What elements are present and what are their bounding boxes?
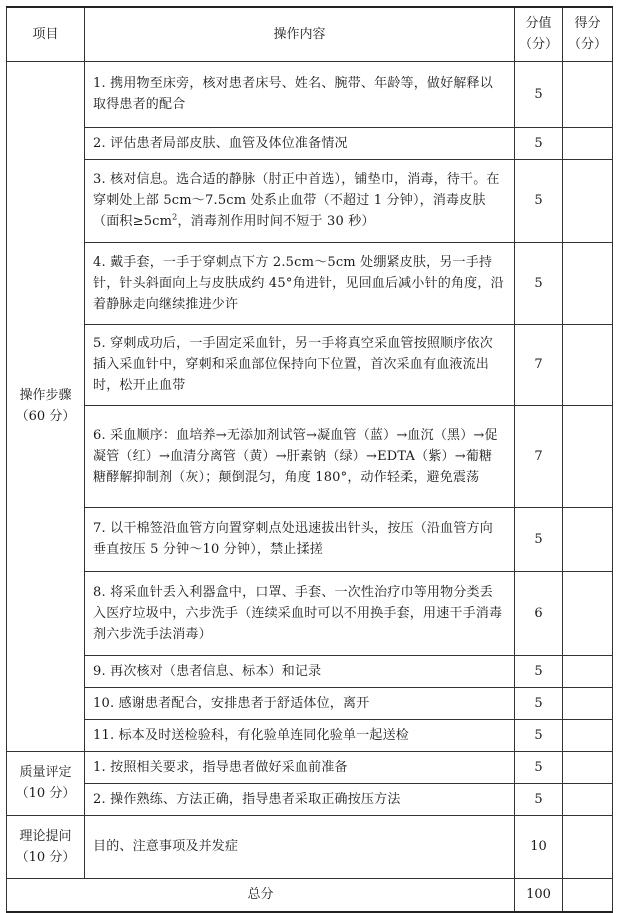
table-row xyxy=(7,719,613,751)
step-score: 5 xyxy=(515,159,563,242)
step-score: 5 xyxy=(515,61,563,127)
step-score: 10 xyxy=(515,815,563,878)
step-score: 6 xyxy=(515,571,563,655)
table-row xyxy=(7,815,613,878)
table-row xyxy=(7,405,613,507)
section-quality-evaluation: 质量评定 （10 分） xyxy=(7,751,85,815)
step-content: 5. 穿刺成功后，一手固定采血针，另一手将真空采血管按照顺序依次插入采血针中，穿刺和采血部位保持向下位置，首次采血有血液流出时，松开止血带 xyxy=(85,324,515,405)
step-score: 5 xyxy=(515,127,563,159)
table-row xyxy=(7,242,613,324)
step-content: 10. 感谢患者配合，安排患者于舒适体位，离开 xyxy=(85,687,515,719)
venous-blood-collection-scoring-table xyxy=(6,6,613,913)
step-content: 6. 采血顺序：血培养→无添加剂试管→凝血管（蓝）→血沉（黑）→促凝管（红）→血清分离管（黄）→肝素钠（绿）→EDTA（紫）→葡糖糖酵解抑制剂（灰）；颠倒混匀，角度 180°，动作轻柔，避免震荡 xyxy=(85,405,515,507)
table-row xyxy=(7,655,613,687)
obtained-score-cell[interactable] xyxy=(563,405,613,507)
obtained-score-cell[interactable] xyxy=(563,783,613,815)
total-label: 总分 xyxy=(7,878,515,912)
obtained-score-cell[interactable] xyxy=(563,507,613,571)
obtained-score-cell[interactable] xyxy=(563,751,613,783)
header-score: 分值 （分） xyxy=(515,7,563,61)
section-operation-steps: 操作步骤 （60 分） xyxy=(7,61,85,751)
obtained-score-cell[interactable] xyxy=(563,127,613,159)
header-content: 操作内容 xyxy=(85,7,515,61)
table-row xyxy=(7,571,613,655)
table-row xyxy=(7,507,613,571)
obtained-score-cell[interactable] xyxy=(563,242,613,324)
obtained-score-cell[interactable] xyxy=(563,719,613,751)
step-score: 5 xyxy=(515,783,563,815)
obtained-score-cell[interactable] xyxy=(563,815,613,878)
table-row xyxy=(7,127,613,159)
table-row xyxy=(7,324,613,405)
table-row xyxy=(7,61,613,127)
step-score: 5 xyxy=(515,242,563,324)
total-obtained-score-cell[interactable] xyxy=(563,878,613,912)
header-obtained-score: 得分 （分） xyxy=(563,7,613,61)
step-score: 7 xyxy=(515,324,563,405)
step-score: 5 xyxy=(515,687,563,719)
table-row xyxy=(7,159,613,242)
table-row xyxy=(7,687,613,719)
section-theory-questions: 理论提问 （10 分） xyxy=(7,815,85,878)
step-content: 2. 操作熟练、方法正确，指导患者采取正确按压方法 xyxy=(85,783,515,815)
obtained-score-cell[interactable] xyxy=(563,655,613,687)
obtained-score-cell[interactable] xyxy=(563,61,613,127)
step-content: 7. 以干棉签沿血管方向置穿刺点处迅速拔出针头，按压（沿血管方向垂直按压 5 分钟～10 分钟），禁止揉搓 xyxy=(85,507,515,571)
step-content: 2. 评估患者局部皮肤、血管及体位准备情况 xyxy=(85,127,515,159)
step-content: 9. 再次核对（患者信息、标本）和记录 xyxy=(85,655,515,687)
table-row xyxy=(7,751,613,783)
obtained-score-cell[interactable] xyxy=(563,159,613,242)
step-content: 3. 核对信息。选合适的静脉（肘正中首选），铺垫巾，消毒，待干。在穿刺处上部 5cm～7.5cm 处系止血带（不超过 1 分钟），消毒皮肤（面积$\ge 5cm^2$，消毒剂作用时间不短于 30 秒） xyxy=(85,159,515,242)
step-score: 5 xyxy=(515,507,563,571)
step-content: 8. 将采血针丢入利器盒中，口罩、手套、一次性治疗巾等用物分类丢入医疗垃圾中，六步洗手（连续采血时可以不用换手套，用速干手消毒剂六步洗手法消毒） xyxy=(85,571,515,655)
step-content: 11. 标本及时送检验科，有化验单连同化验单一起送检 xyxy=(85,719,515,751)
total-score: 100 xyxy=(515,878,563,912)
obtained-score-cell[interactable] xyxy=(563,687,613,719)
table-row xyxy=(7,783,613,815)
total-row xyxy=(7,878,613,912)
step-content: 4. 戴手套，一手于穿刺点下方 2.5cm～5cm 处绷紧皮肤，另一手持针，针头斜面向上与皮肤成约 45°角进针，见回血后减小针的角度，沿着静脉走向继续推进少许 xyxy=(85,242,515,324)
scoring-sheet xyxy=(6,6,613,913)
obtained-score-cell[interactable] xyxy=(563,571,613,655)
table-header-row xyxy=(7,7,613,61)
step-score: 5 xyxy=(515,751,563,783)
step-score: 5 xyxy=(515,719,563,751)
obtained-score-cell[interactable] xyxy=(563,324,613,405)
step-content: 目的、注意事项及并发症 xyxy=(85,815,515,878)
step-score: 7 xyxy=(515,405,563,507)
step-content: 1. 按照相关要求，指导患者做好采血前准备 xyxy=(85,751,515,783)
header-item: 项目 xyxy=(7,7,85,61)
step-content: 1. 携用物至床旁，核对患者床号、姓名、腕带、年龄等，做好解释以取得患者的配合 xyxy=(85,61,515,127)
step-score: 5 xyxy=(515,655,563,687)
